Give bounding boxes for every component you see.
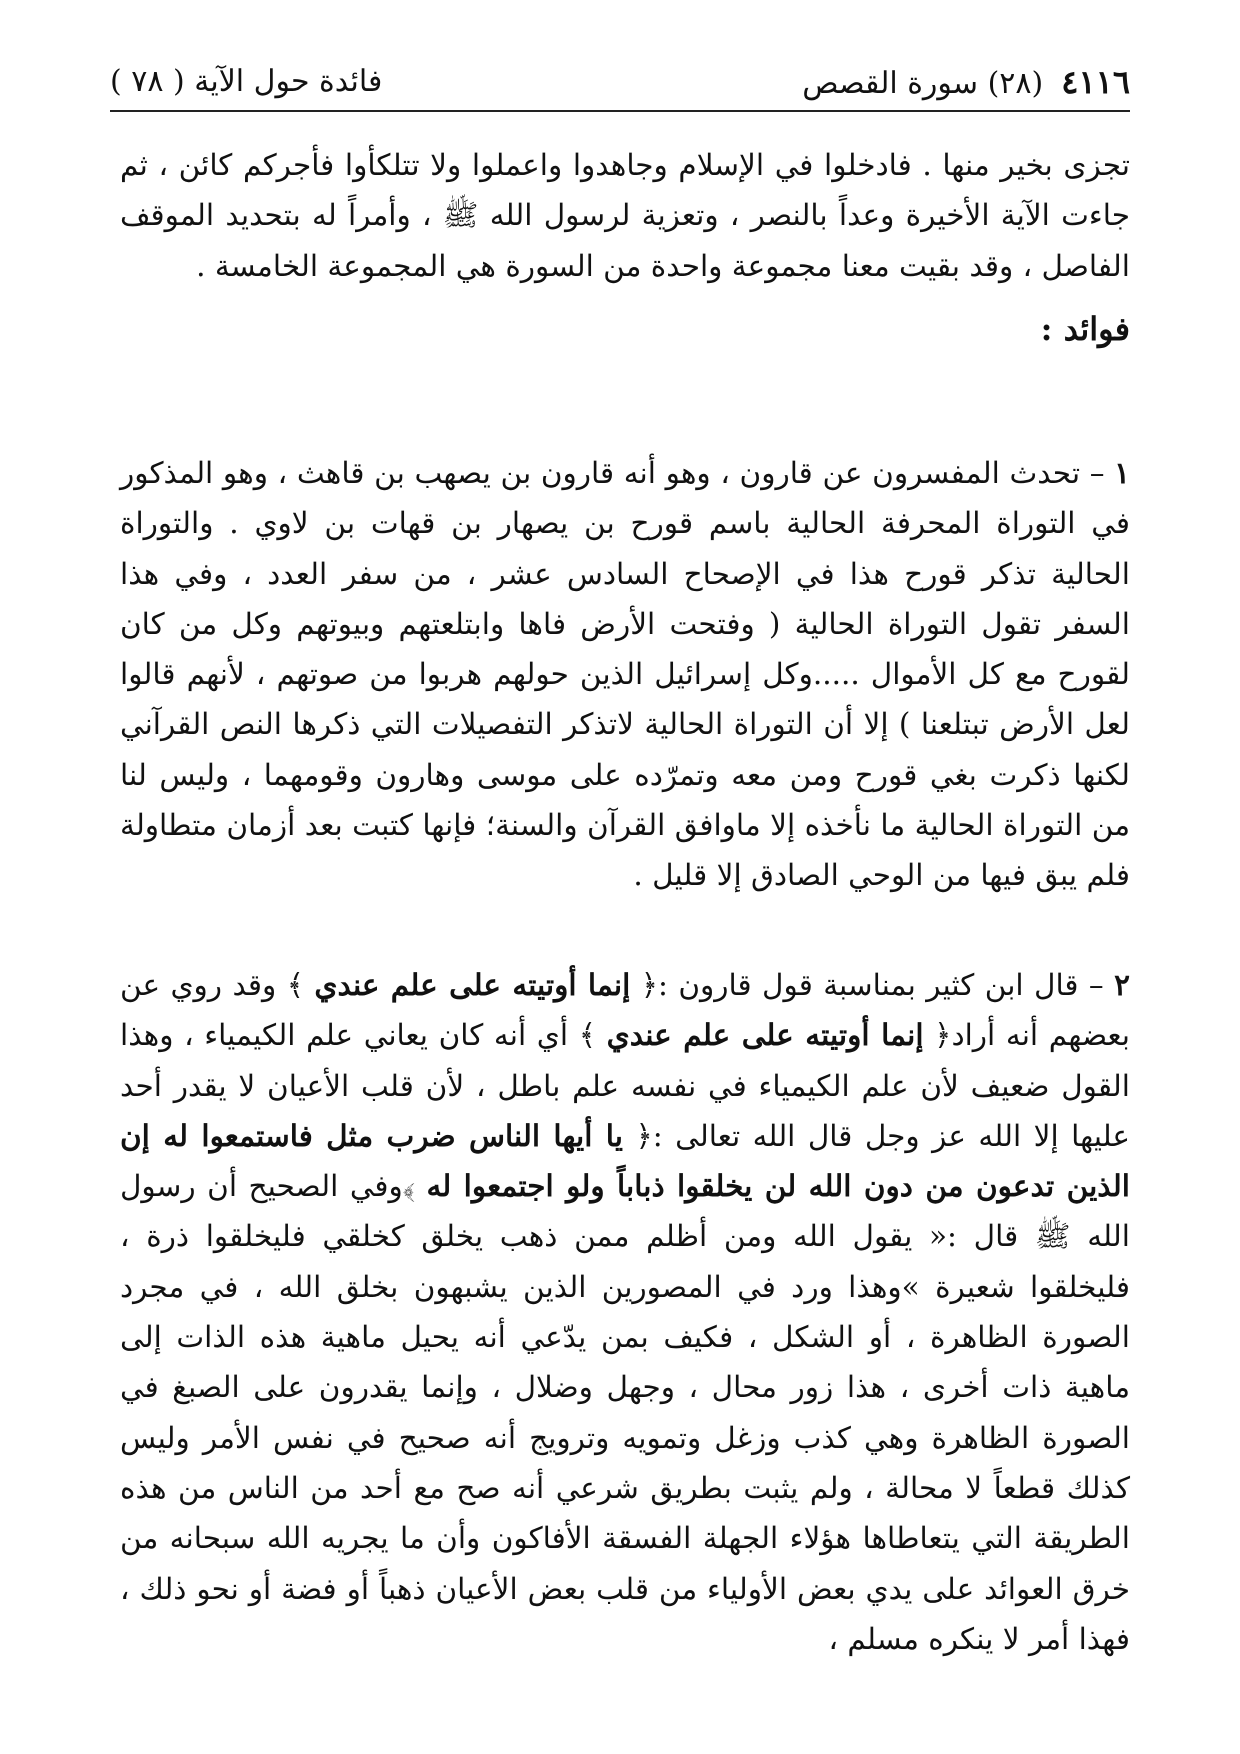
point-1-paragraph: [120, 448, 1130, 901]
quran-quote-1: إنما أوتيته على علم عندي: [314, 967, 631, 1002]
quran-bracket-close: ﴾: [402, 1169, 415, 1204]
surah-title: (٢٨) سورة القصص: [802, 66, 1044, 101]
quran-quote-2: إنما أوتيته على علم عندي: [606, 1017, 924, 1053]
point-1-number: ١: [1114, 455, 1130, 490]
fawaid-heading: فوائد :: [1040, 310, 1130, 348]
quran-bracket-open: ﴿: [640, 968, 659, 1002]
quran-bracket-open: ﴿: [635, 1118, 653, 1153]
point-2-text-3: أي أنه كان يعاني علم الكيمياء ، وهذا القول ضعيف لأن علم الكيمياء في نفسه علم باطل ، لأن قلب الأعيان لا يقدر أحد عليها إلا الله عز وجل قال الله تعالى :: [120, 1018, 1130, 1153]
quran-bracket-close: ﴾: [578, 1018, 597, 1053]
quran-bracket-close: ﴾: [286, 968, 304, 1002]
point-2-text-1: – قال ابن كثير بمناسبة قول قارون :: [658, 968, 1104, 1002]
point-2-text-2: وقد روي عن بعضهم أنه أراد: [120, 968, 1130, 1053]
section-title: فائدة حول الآية ( ٧٨ ): [110, 64, 383, 99]
quran-bracket-open: ﴿: [934, 1018, 952, 1053]
header-rule: [110, 110, 1130, 112]
book-page: [110, 60, 1130, 1710]
header-right: [802, 60, 1130, 106]
intro-paragraph: تجزى بخير منها . فادخلوا في الإسلام وجاهدوا واعملوا ولا تتلكأوا فأجركم كائن ، ثم جاءت الآية الأخيرة وعداً بالنصر ، وتعزية لرسول الله ﷺ ، وأمراً له بتحديد الموقف الفاصل ، وقد بقيت معنا مجموعة واحدة من السورة هي المجموعة الخامسة .: [120, 148, 1130, 283]
running-header: [110, 60, 1130, 108]
point-2-paragraph: [120, 960, 1130, 1664]
point-2-text-4: وفي الصحيح أن رسول الله ﷺ قال :« يقول الله ومن أظلم ممن ذهب يخلق كخلقي فليخلقوا ذرة ، فليخلقوا شعيرة »وهذا ورد في المصورين الذين يشبهون بخلق الله ، في مجرد الصورة الظاهرة ، أو الشكل ، فكيف بمن يدّعي أنه يحيل ماهية هذه الذات إلى ماهية ذات أخرى ، هذا زور محال ، وجهل وضلال ، وإنما يقدرون على الصبغ في الصورة الظاهرة وهي كذب وزغل وتمويه وترويج أنه صحيح في نفس الأمر وليس كذلك قطعاً لا محالة ، ولم يثبت بطريق شرعي أنه صح مع أحد من الناس من هذه الطريقة التي يتعاطاها هؤلاء الجهلة الفسقة الأفاكون وأن ما يجريه الله سبحانه من خرق العوائد على يدي بعض الأولياء من قلب بعض الأعيان ذهباً أو فضة أو نحو ذلك ، فهذا أمر لا ينكره مسلم ،: [120, 1169, 1130, 1656]
point-2-number: ٢: [1114, 967, 1130, 1002]
page-number: ٤١١٦: [1061, 63, 1130, 101]
quran-quote-3: يا أيها الناس ضرب مثل فاستمعوا له إن الذين تدعون من دون الله لن يخلقوا ذباباً ولو اجتمعوا له: [120, 1117, 1130, 1204]
point-1-text: – تحدث المفسرون عن قارون ، وهو أنه قارون بن يصهب بن قاهث ، وهو المذكور في التوراة المحرفة الحالية باسم قورح بن يصهار بن قهات بن لاوي . والتوراة الحالية تذكر قورح هذا في الإصحاح السادس عشر ، من سفر العدد ، وفي هذا السفر تقول التوراة الحالية ( وفتحت الأرض فاها وابتلعتهم وبيوتهم وكل من كان لقورح مع كل الأموال .....وكل إسرائيل الذين حولهم هربوا من صوتهم ، لأنهم قالوا لعل الأرض تبتلعنا ) إلا أن التوراة الحالية لاتذكر التفصيلات التي ذكرها النص القرآني لكنها ذكرت بغي قورح ومن معه وتمرّده على موسى وهارون وقومهما ، وليس لنا من التوراة الحالية ما نأخذه إلا ماوافق القرآن والسنة؛ فإنها كتبت بعد أزمان متطاولة فلم يبق فيها من الوحي الصادق إلا قليل .: [120, 456, 1130, 893]
